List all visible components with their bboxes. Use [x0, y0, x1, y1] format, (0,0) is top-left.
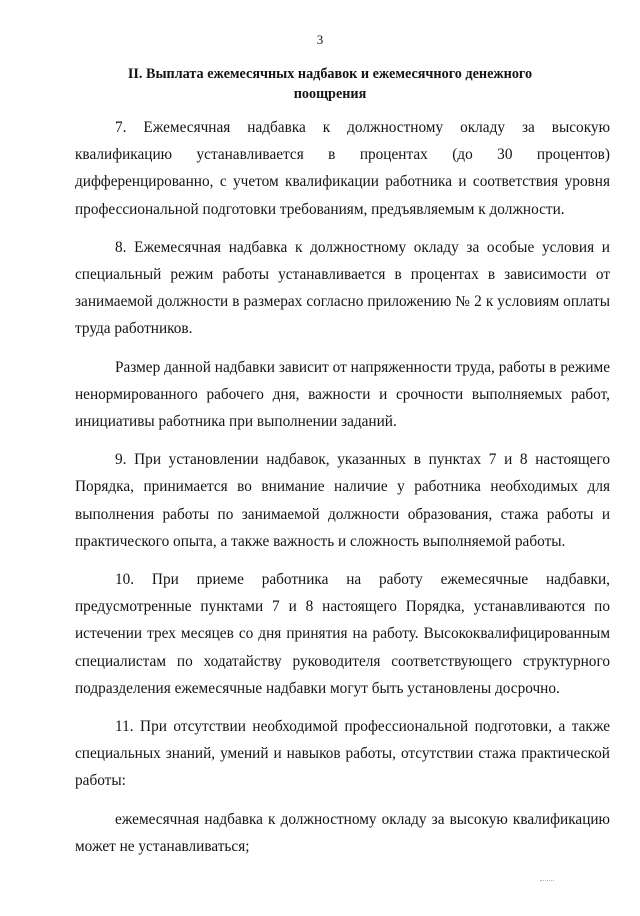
scan-speck	[540, 880, 554, 884]
section-heading	[60, 64, 600, 104]
paragraph-item-11: 11. При отсутствии необходимой профессиональной подготовки, а также специальных знаний, умений и навыков работы, отсутствии стажа практической работы:	[75, 718, 610, 790]
document-body	[75, 114, 610, 871]
paragraph-item-10: 10. При приеме работника на работу ежемесячные надбавки, предусмотренные пунктами 7 и 8 настоящего Порядка, устанавливаются по истечении трех месяцев со дня принятия на работу. Высококвалифицированным специалистам по ходатайству руководителя соответствующего структурного подразделения ежемесячные надбавки могут быть установлены досрочно.	[75, 571, 610, 697]
paragraph-item-8-continued: Размер данной надбавки зависит от напряженности труда, работы в режиме ненормированного рабочего дня, важности и срочности выполняемых работ, инициативы работника при выполнении заданий.	[75, 358, 610, 431]
section-heading-line-1: II. Выплата ежемесячных надбавок и ежемесячного денежного	[127, 66, 533, 82]
paragraph-item-11-subitem: ежемесячная надбавка к должностному окладу за высокую квалификацию может не устанавливаться;	[75, 810, 610, 855]
section-heading-line-2: поощрения	[293, 86, 367, 102]
paragraph-item-9: 9. При установлении надбавок, указанных в пунктах 7 и 8 настоящего Порядка, принимается во внимание наличие у работника необходимых для выполнения работы по занимаемой должности образования, стажа работы и практического опыта, а также важность и сложность выполняемой работы.	[75, 451, 610, 550]
paragraph-item-7: 7. Ежемесячная надбавка к должностному окладу за высокую квалификацию устанавливается в процентах (до 30 процентов) дифференцированно, с учетом квалификации работника и соответствия уровня профессиональной подготовки требованиям, предъявляемым к должности.	[75, 119, 610, 218]
paragraph-item-8: 8. Ежемесячная надбавка к должностному окладу за особые условия и специальный режим работы устанавливается в процентах в зависимости от занимаемой должности в размерах согласно приложению № 2 к условиям оплаты труда работников.	[75, 238, 610, 338]
page-number: 3	[316, 32, 324, 47]
